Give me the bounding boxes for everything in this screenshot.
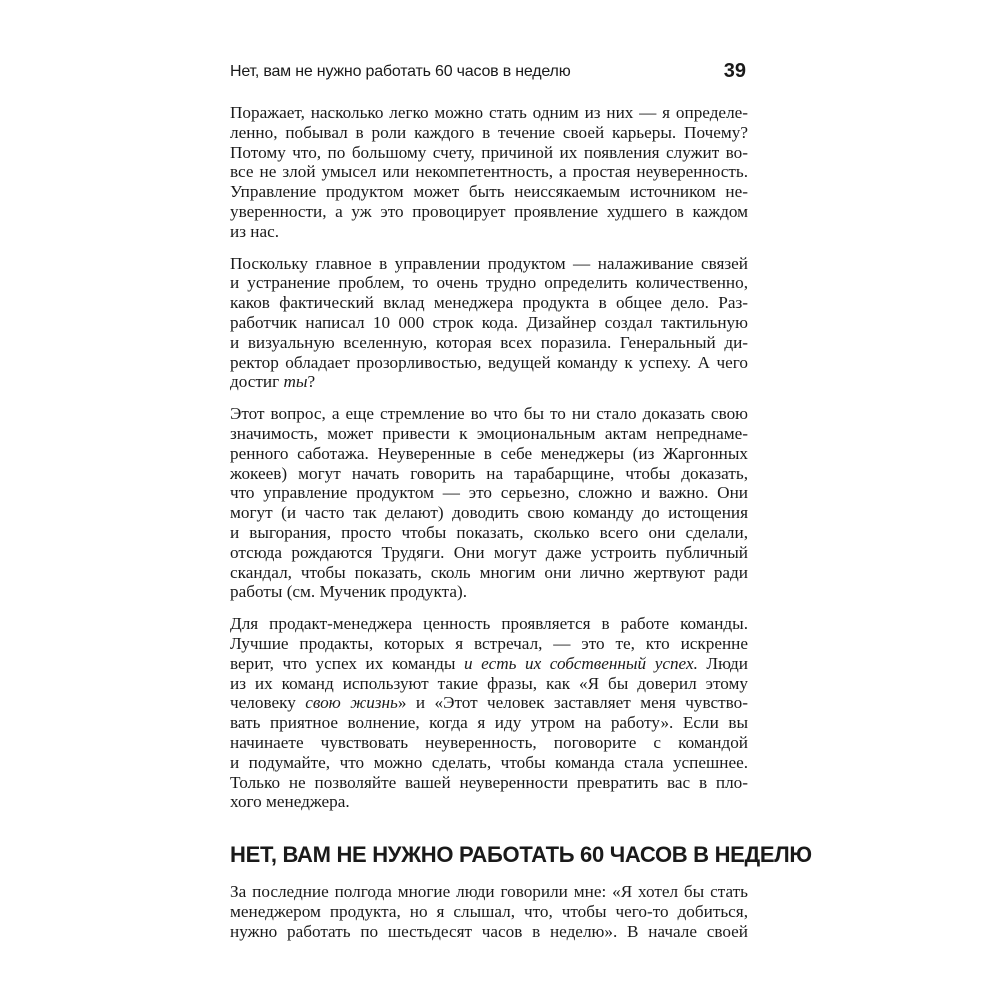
page-number: 39: [723, 60, 746, 82]
text-fragment: » и «Этот человек заставляет меня чувство-: [397, 693, 748, 713]
text-fragment: ?: [307, 372, 316, 392]
text-line: Потому что, по большому счету, причиной их появления служит во-: [230, 142, 748, 162]
text-fragment: Люди: [697, 653, 748, 673]
section-paragraph: [230, 882, 748, 941]
text-line: За последние полгода многие люди говорили мне: «Я хотел бы стать: [230, 882, 748, 902]
text-line: Только не позволяйте вашей неуверенности превратить вас в пло-: [230, 772, 748, 792]
text-line: и устранение проблем, то очень трудно определить количественно,: [230, 273, 748, 293]
text-line: и подумайте, что можно сделать, чтобы команда стала успешнее.: [230, 752, 748, 772]
text-line: нужно работать по шестьдесят часов в неделю». В начале своей: [230, 921, 748, 941]
text-line: каков фактический вклад менеджера продукта в общее дело. Раз-: [230, 293, 748, 313]
body-text: [230, 103, 812, 953]
text-line: Поскольку главное в управлении продуктом — налаживание связей: [230, 253, 748, 273]
text-line: и выгорания, просто чтобы показать, сколько всего они сделали,: [230, 522, 748, 542]
paragraph-2: [230, 254, 748, 393]
text-line: [230, 693, 748, 713]
text-line: работы (см. Мученик продукта).: [230, 582, 467, 602]
italic-emphasis: свою жизнь: [305, 693, 398, 713]
text-fragment: верит, что успех их команды: [230, 653, 465, 673]
paragraph-4: [230, 614, 748, 812]
text-line: хого менеджера.: [230, 792, 350, 812]
paragraph-1: [230, 103, 748, 242]
text-line: работчик написал 10 000 строк кода. Дизайнер создал тактильную: [230, 312, 748, 332]
text-line: уверенности, а уж это провоцирует проявление худшего в каждом: [230, 201, 748, 221]
text-fragment: человеку: [230, 693, 306, 713]
text-line: Этот вопрос, а еще стремление во что бы то ни стало доказать свою: [230, 404, 748, 424]
section-heading: НЕТ, ВАМ НЕ НУЖНО РАБОТАТЬ 60 ЧАСОВ В НЕДЕЛЮ: [230, 842, 812, 868]
text-line: начинаете чувствовать неуверенность, поговорите с командой: [230, 732, 748, 752]
text-line: ректор обладает прозорливостью, ведущей команду к успеху. А чего: [230, 352, 748, 372]
text-line: могут (и часто так делают) доводить свою команду до истощения: [230, 503, 748, 523]
running-title: Нет, вам не нужно работать 60 часов в неделю: [230, 63, 571, 80]
text-line: Для продакт-менеджера ценность проявляется в работе команды.: [230, 614, 748, 634]
text-line: [230, 372, 748, 392]
text-line: из нас.: [230, 221, 280, 241]
text-line: Поражает, насколько легко можно стать одним из них — я определе-: [230, 103, 748, 122]
text-line: ренного саботажа. Неуверенные в себе менеджеры (из Жаргонных: [230, 443, 748, 463]
text-line: ленно, побывал в роли каждого в течение своей карьеры. Почему?: [230, 122, 748, 142]
text-line: Управление продуктом может быть неиссякаемым источником не-: [230, 182, 748, 202]
paragraph-3: [230, 404, 748, 602]
text-line: Лучшие продакты, которых я встречал, — это те, кто искренне: [230, 633, 748, 653]
text-line: значимость, может привести к эмоциональным актам непреднаме-: [230, 423, 748, 443]
text-line: жокеев) могут начать говорить на тарабарщине, чтобы доказать,: [230, 463, 748, 483]
text-line: вать приятное волнение, когда я иду утром на работу». Если вы: [230, 713, 748, 733]
text-line: что управление продуктом — это серьезно, сложно и важно. Они: [230, 483, 748, 503]
text-line: все не злой умысел или некомпетентность, а простая неуверенность.: [230, 162, 748, 182]
italic-emphasis: ты: [283, 372, 308, 392]
text-fragment: достиг: [230, 372, 284, 392]
text-line: менеджером продукта, но я слышал, что, чтобы чего-то добиться,: [230, 901, 748, 921]
italic-emphasis: и есть их собственный успех.: [464, 653, 698, 673]
text-line: из их команд используют такие фразы, как «Я бы доверил этому: [230, 673, 748, 693]
text-line: [230, 654, 748, 674]
running-header: [230, 61, 746, 85]
text-line: скандал, чтобы показать, сколь многим они лично жертвуют ради: [230, 562, 748, 582]
text-line: отсюда рождаются Трудяги. Они могут даже устроить публичный: [230, 542, 748, 562]
text-line: и визуальную вселенную, которая всех поразила. Генеральный ди-: [230, 332, 748, 352]
